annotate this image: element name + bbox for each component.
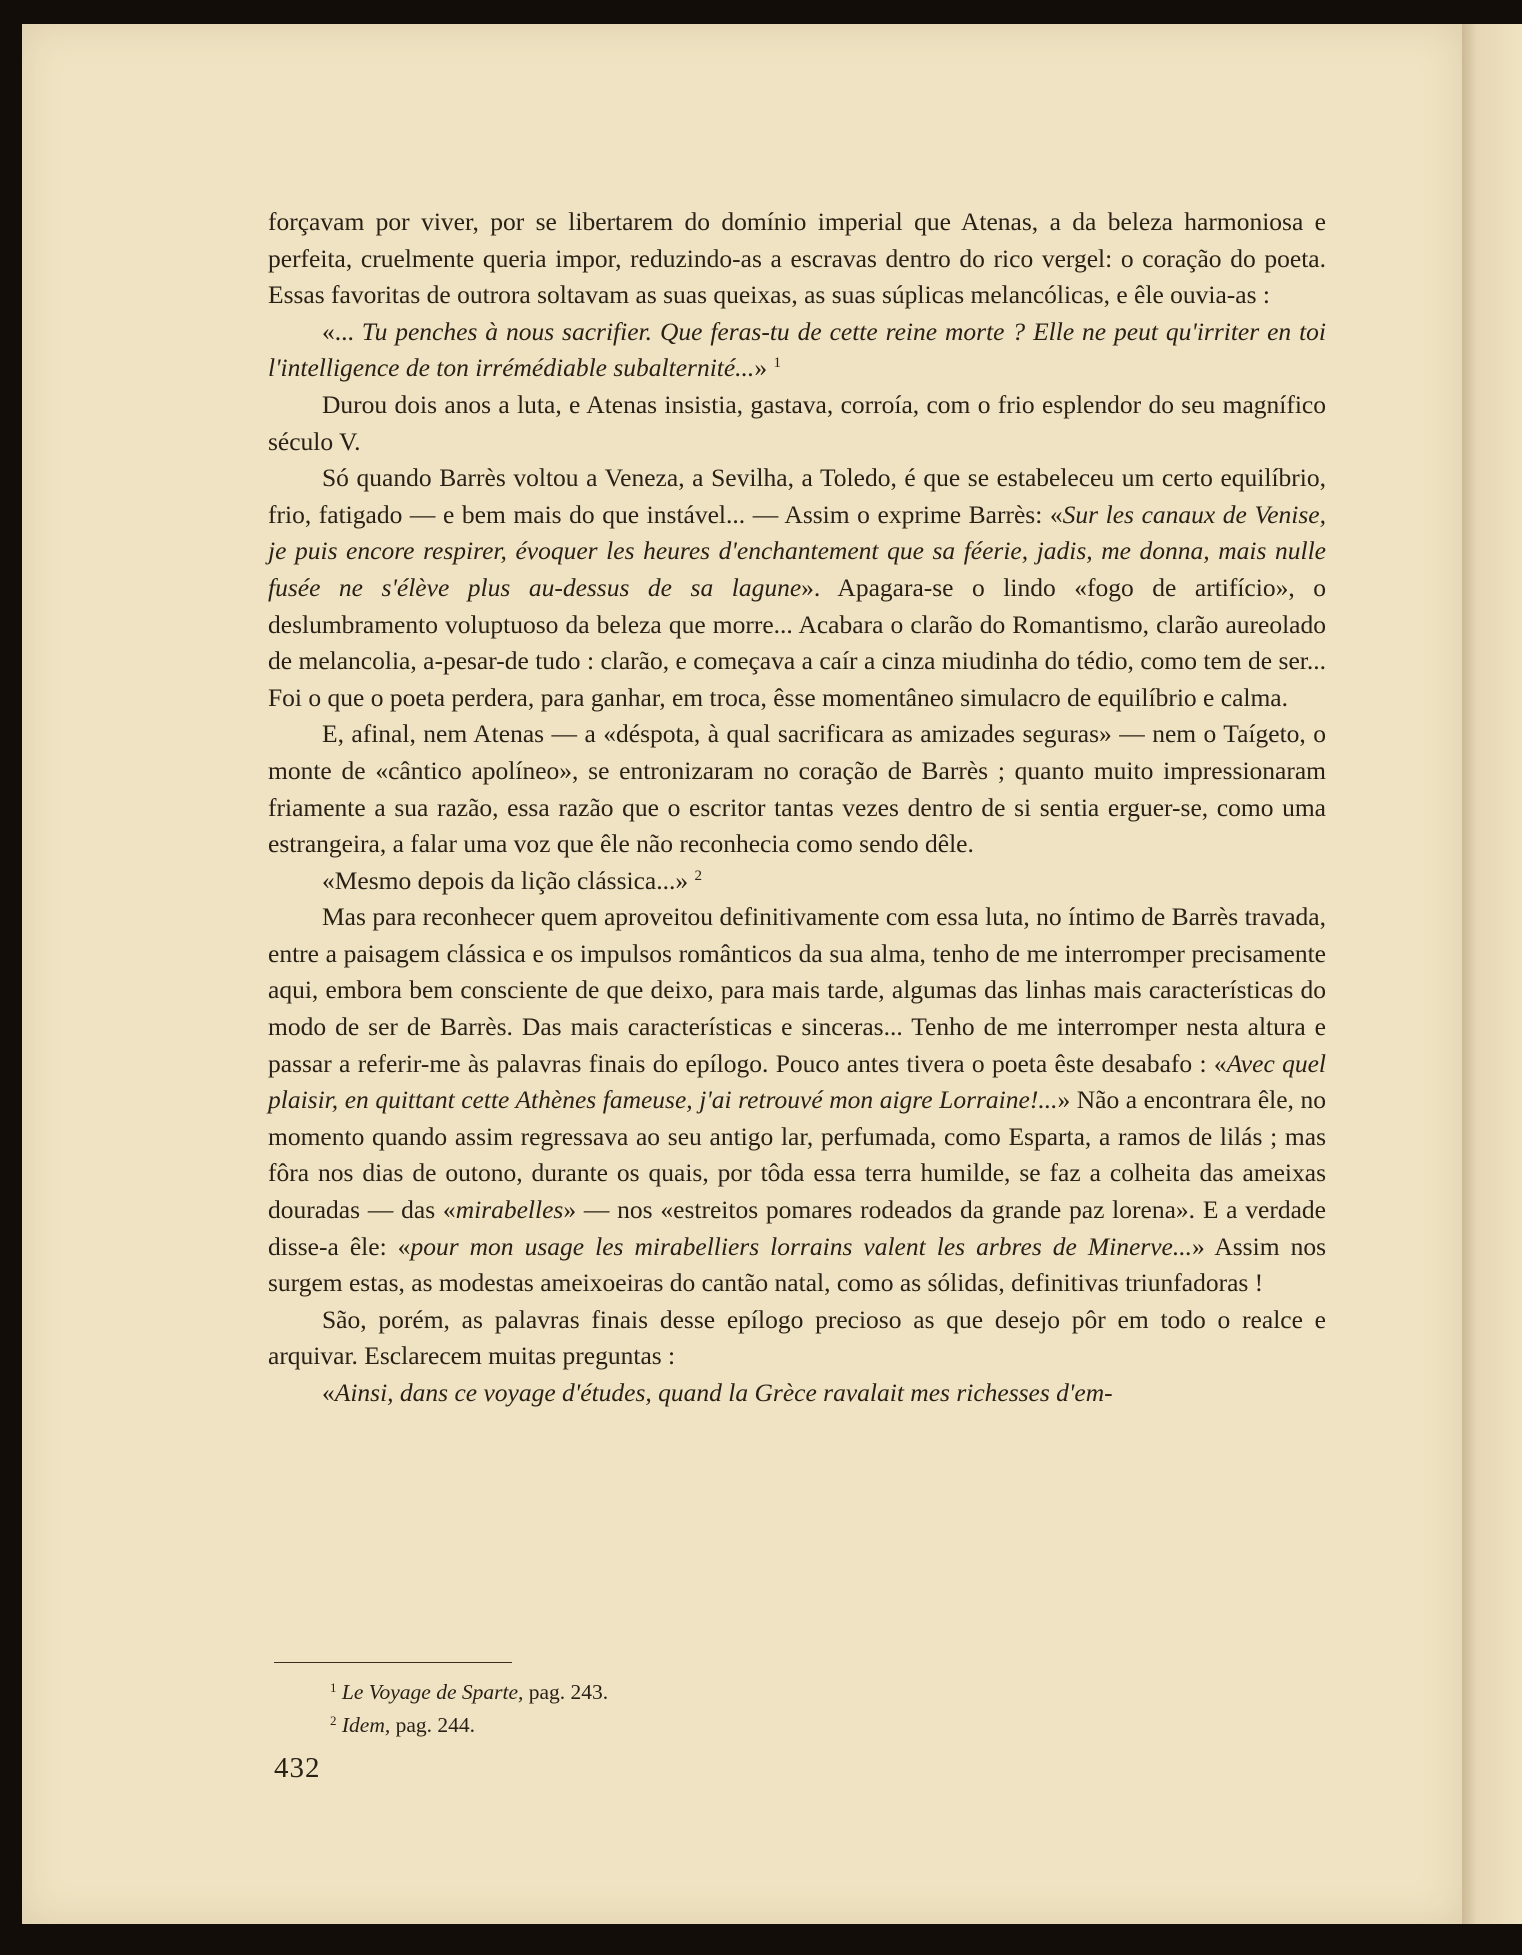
text-run: «Mesmo depois da lição clássica...» <box>322 865 695 895</box>
italic-quote: Ainsi, dans ce voyage d'études, quand la Grèce ravalait mes richesses d'em- <box>334 1378 1113 1407</box>
italic-quote: Sur les canaux de Venise, je puis encore respirer, évoquer les heures d'enchantement que sa féerie, jadis, me donna, mais nulle fusée ne s'élève plus au-dessus de sa lagune <box>268 499 1326 602</box>
text-run: E, afinal, nem Atenas — a «déspota, à qual sacrificara as amizades seguras» — nem o Taígeto, o monte de «cântico apolíneo», se entronizaram no coração de Barrès ; quanto muito impressionaram friamente a sua razão, essa razão que o escritor tantas vezes dentro de si sentia erguer-se, como uma estrangeira, a falar uma voz que êle não reconhecia como sendo dêle. <box>268 719 1326 859</box>
text-run: forçavam por viver, por se libertarem do domínio imperial que Atenas, a da beleza harmoniosa e perfeita, cruelmente queria impor, reduzindo-as a escravas dentro do rico vergel: o coração do poeta. Essas favoritas de outrora soltavam as suas queixas, as suas súplicas melancólicas, e êle ouvia-as : <box>268 207 1326 310</box>
paragraph <box>268 716 1326 862</box>
text-run: Mas para reconhecer quem aproveitou definitivamente com essa luta, no íntimo de Barrès travada, entre a paisagem clássica e os impulsos românticos da sua alma, tenho de me interromper precisamente aqui, embora bem consciente de que deixo, para mais tarde, algumas das linhas mais características do modo de ser de Barrès. Das mais características e sinceras... Tenho de me interromper nesta altura e passar a referir-me às palavras finais do epílogo. Pouco antes tivera o poeta êste desabafo : « <box>268 902 1326 1078</box>
italic-quote: pour mon usage les mirabelliers lorrains valent les arbres de Minerve... <box>410 1231 1192 1261</box>
italic-quote: Tu penches à nous sacrifier. Que feras-tu de cette reine morte ? Elle ne peut qu'irriter en toi l'intelligence de ton irrémédiable subalternité... <box>268 316 1327 383</box>
paragraph <box>268 899 1326 1302</box>
footnote-1: $^1$ Le Voyage de Sparte, pag. 243. <box>330 1680 609 1704</box>
footnote-2: $^2$ Idem, pag. 244. <box>330 1713 476 1737</box>
page-number: 432 <box>274 1752 321 1784</box>
text-run: Só quando Barrès voltou a Veneza, a Sevilha, a Toledo, é que se estabeleceu um certo equilíbrio, frio, fatigado — e bem mais do que instável... — Assim o exprime Barrès: « <box>268 463 1326 529</box>
italic-quote: mirabelles <box>455 1195 564 1225</box>
paragraph <box>268 387 1326 460</box>
text-run: » Não a encontrara êle, no momento quando assim regressava ao seu antigo lar, perfumada, como Esparta, a ramos de lilás ; mas fôra nos dias de outono, durante os quais, por tôda essa terra humilde, se faz a colheita das ameixas douradas — das « <box>268 1085 1326 1225</box>
paragraph <box>268 314 1326 387</box>
paragraph <box>268 204 1326 314</box>
footnote-ref: 2 <box>694 867 702 884</box>
paragraph <box>268 863 1326 900</box>
book-page <box>22 24 1462 1924</box>
text-run: ». Apagara-se o lindo «fogo de artifício», o deslumbramento voluptuoso da beleza que morre... Acabara o clarão do Romantismo, clarão aureolado de melancolia, a-pesar-de tudo : clarão, e começava a caír a cinza miudinha do tédio, como tem de ser... Foi o que o poeta perdera, para ganhar, em troca, êsse momentâneo simulacro de equilíbrio e calma. <box>268 572 1326 712</box>
text-run: » — nos «estreitos pomares rodeados da grande paz lorena». E a verdade disse-a êle: « <box>268 1195 1326 1261</box>
text-run: « <box>322 1378 335 1407</box>
italic-quote: Avec quel plaisir, en quittant cette Athènes fameuse, j'ai retrouvé mon aigre Lorraine!... <box>268 1048 1326 1115</box>
footnotes <box>330 1676 608 1742</box>
text-run: «... <box>322 316 362 346</box>
paragraph <box>268 1302 1326 1375</box>
footnote-rule <box>274 1662 512 1663</box>
text-run: São, porém, as palavras finais desse epílogo precioso as que desejo pôr em todo o realce e arquivar. Esclarecem muitas preguntas : <box>268 1304 1326 1371</box>
paragraph <box>268 1375 1326 1412</box>
footnote-ref: 1 <box>773 355 781 372</box>
text-run: » <box>754 353 774 383</box>
text-run: » Assim nos surgem estas, as modestas ameixoeiras do cantão natal, como as sólidas, definitivas triunfadoras ! <box>268 1231 1326 1298</box>
adjacent-page-edge <box>1462 24 1522 1924</box>
paragraph <box>268 460 1326 716</box>
body-text <box>268 204 1326 1412</box>
text-run: Durou dois anos a luta, e Atenas insistia, gastava, corroía, com o frio esplendor do seu magnífico século V. <box>268 389 1326 456</box>
